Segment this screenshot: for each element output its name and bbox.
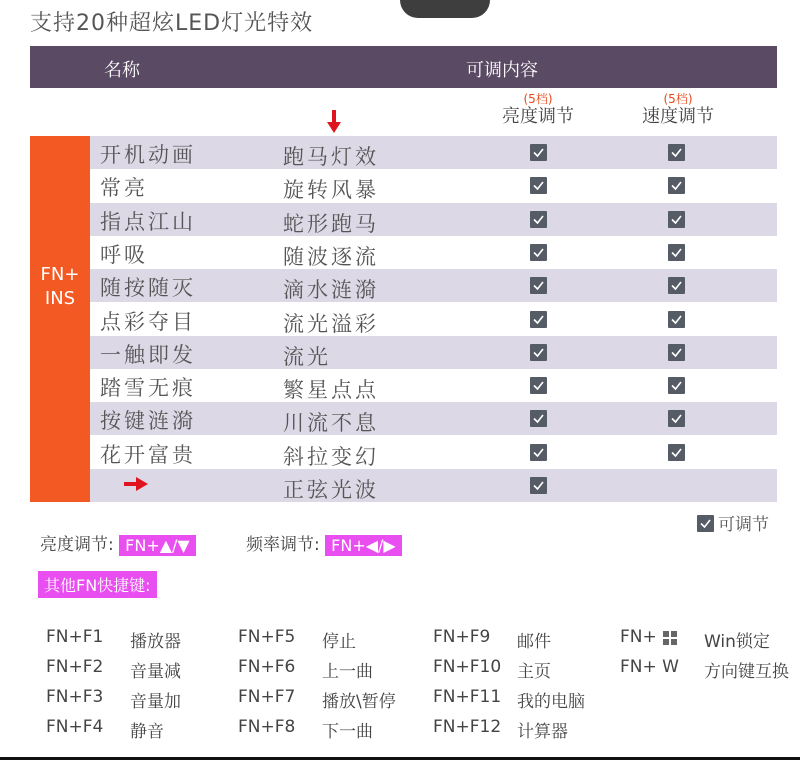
effect-name-primary: 一触即发 — [100, 342, 196, 367]
effect-name-primary: 指点江山 — [100, 209, 196, 234]
shortcut-item — [46, 687, 181, 712]
table-row — [90, 269, 777, 302]
shortcut-item — [46, 627, 181, 652]
table-row — [90, 203, 777, 236]
shortcut-function: 上一曲 — [322, 662, 373, 682]
brightness-label: 亮度调节 — [502, 106, 574, 127]
speed-checkbox-icon — [668, 144, 685, 161]
shortcut-key: FN+F10 — [433, 657, 502, 677]
speed-checkbox-icon — [668, 177, 685, 194]
brightness-column-header — [478, 92, 598, 128]
shortcut-item — [620, 627, 770, 652]
speed-column-header — [618, 92, 738, 128]
speed-levels: (5档) — [663, 92, 693, 106]
shortcut-function: 音量减 — [130, 662, 181, 682]
table-row — [90, 136, 777, 169]
brightness-adjust-label: 亮度调节: — [40, 535, 114, 555]
effect-name-secondary: 滴水涟漪 — [283, 278, 379, 303]
effect-name-primary: 踏雪无痕 — [100, 376, 196, 401]
brightness-adjust — [40, 530, 196, 556]
effect-name-primary: 随按随灭 — [100, 276, 196, 301]
shortcut-function: 停止 — [322, 632, 356, 652]
brightness-checkbox-icon — [530, 211, 547, 228]
brightness-checkbox-icon — [530, 444, 547, 461]
frequency-adjust — [246, 530, 402, 556]
shortcut-key: FN+F5 — [238, 627, 296, 647]
legend-label: 可调节 — [718, 515, 769, 535]
effect-name-primary: 常亮 — [100, 176, 148, 201]
table-row — [90, 236, 777, 269]
effect-name-primary: 按键涟漪 — [100, 409, 196, 434]
effect-name-secondary: 旋转风暴 — [283, 178, 379, 203]
header-content: 可调内容 — [466, 60, 538, 81]
shortcut-item — [46, 657, 181, 682]
shortcut-key: FN+F3 — [46, 687, 104, 707]
shortcut-item — [620, 657, 789, 682]
effect-name-secondary: 流光溢彩 — [283, 311, 379, 336]
shortcut-item — [433, 627, 551, 652]
windows-icon — [663, 630, 677, 644]
brightness-checkbox-icon — [530, 144, 547, 161]
brightness-checkbox-icon — [530, 277, 547, 294]
shortcut-item — [433, 657, 551, 682]
bottom-bar — [0, 757, 800, 760]
other-fn-heading: 其他FN快捷键: — [38, 571, 157, 598]
shortcut-item — [433, 687, 585, 712]
shortcut-item — [238, 717, 373, 742]
fn-label-line2: INS — [44, 288, 76, 309]
speed-checkbox-icon — [668, 444, 685, 461]
brightness-checkbox-icon — [530, 177, 547, 194]
shortcut-item — [238, 687, 396, 712]
shortcut-function: 计算器 — [517, 722, 568, 742]
speed-checkbox-icon — [668, 377, 685, 394]
shortcut-item — [46, 717, 164, 742]
legend — [697, 510, 769, 535]
shortcut-function: Win锁定 — [704, 632, 770, 652]
shortcut-function: 音量加 — [130, 692, 181, 712]
down-arrow-icon — [326, 110, 342, 134]
shortcut-function: 播放器 — [130, 632, 181, 652]
shortcut-function: 播放\暂停 — [322, 692, 396, 712]
effect-name-secondary: 斜拉变幻 — [283, 444, 379, 469]
brightness-levels: (5档) — [523, 92, 553, 106]
shortcut-item — [238, 657, 373, 682]
effect-name-secondary: 随波逐流 — [283, 244, 379, 269]
right-arrow-icon — [124, 477, 148, 491]
shortcut-key: FN+F12 — [433, 717, 502, 737]
table-row — [90, 402, 777, 435]
brightness-keys-tag: FN+▲/▼ — [119, 535, 196, 556]
frequency-keys-tag: FN+◀/▶ — [325, 535, 402, 556]
shortcut-function: 下一曲 — [322, 722, 373, 742]
shortcut-key: FN+F2 — [46, 657, 104, 677]
shortcut-function: 静音 — [130, 722, 164, 742]
speed-label: 速度调节 — [642, 106, 714, 127]
table-row — [90, 169, 777, 202]
shortcut-key: FN+F9 — [433, 627, 491, 647]
top-decoration — [400, 0, 490, 18]
effect-name-secondary: 正弦光波 — [283, 478, 379, 502]
effect-name-secondary: 川流不息 — [283, 411, 379, 436]
header-name: 名称 — [104, 60, 140, 81]
effect-name-secondary: 繁星点点 — [283, 378, 379, 403]
speed-checkbox-icon — [668, 344, 685, 361]
shortcut-function: 主页 — [517, 662, 551, 682]
brightness-checkbox-icon — [530, 377, 547, 394]
shortcut-key: FN+F4 — [46, 717, 104, 737]
speed-checkbox-icon — [668, 244, 685, 261]
speed-checkbox-icon — [668, 277, 685, 294]
effect-name-secondary: 蛇形跑马 — [283, 211, 379, 236]
shortcut-key: FN+F8 — [238, 717, 296, 737]
effect-name-primary: 呼吸 — [100, 242, 148, 267]
shortcut-key: FN+F6 — [238, 657, 296, 677]
brightness-checkbox-icon — [530, 244, 547, 261]
brightness-checkbox-icon — [530, 344, 547, 361]
effect-name-primary: 花开富贵 — [100, 442, 196, 467]
brightness-checkbox-icon — [530, 311, 547, 328]
table-header — [30, 46, 777, 88]
speed-checkbox-icon — [668, 410, 685, 427]
checkbox-icon — [697, 515, 714, 532]
table-row — [90, 303, 777, 336]
table-row — [90, 336, 777, 369]
brightness-checkbox-icon — [530, 410, 547, 427]
shortcut-key: FN+ — [620, 627, 657, 647]
fn-label-line1: FN+ — [40, 264, 80, 285]
effect-name-primary: 开机动画 — [100, 143, 196, 167]
brightness-checkbox-icon — [530, 477, 547, 494]
speed-checkbox-icon — [668, 211, 685, 228]
shortcut-key: FN+ W — [620, 657, 679, 677]
table-row — [90, 369, 777, 402]
shortcut-key: FN+F1 — [46, 627, 104, 647]
effect-name-secondary: 流光 — [283, 344, 331, 369]
frequency-adjust-label: 频率调节: — [246, 535, 320, 555]
shortcut-item — [433, 717, 568, 742]
speed-checkbox-icon — [668, 311, 685, 328]
effect-name-secondary: 跑马灯效 — [283, 145, 379, 169]
shortcut-key: FN+F11 — [433, 687, 502, 707]
shortcut-key: FN+F7 — [238, 687, 296, 707]
shortcut-item — [238, 627, 356, 652]
effect-name-primary: 点彩夺目 — [100, 309, 196, 334]
table-row — [90, 469, 777, 502]
shortcut-function: 我的电脑 — [517, 692, 585, 712]
table-row — [90, 436, 777, 469]
page-title: 支持20种超炫LED灯光特效 — [30, 11, 314, 36]
shortcut-function: 方向键互换 — [704, 662, 789, 682]
shortcut-function: 邮件 — [517, 632, 551, 652]
fn-ins-cell — [30, 136, 90, 502]
